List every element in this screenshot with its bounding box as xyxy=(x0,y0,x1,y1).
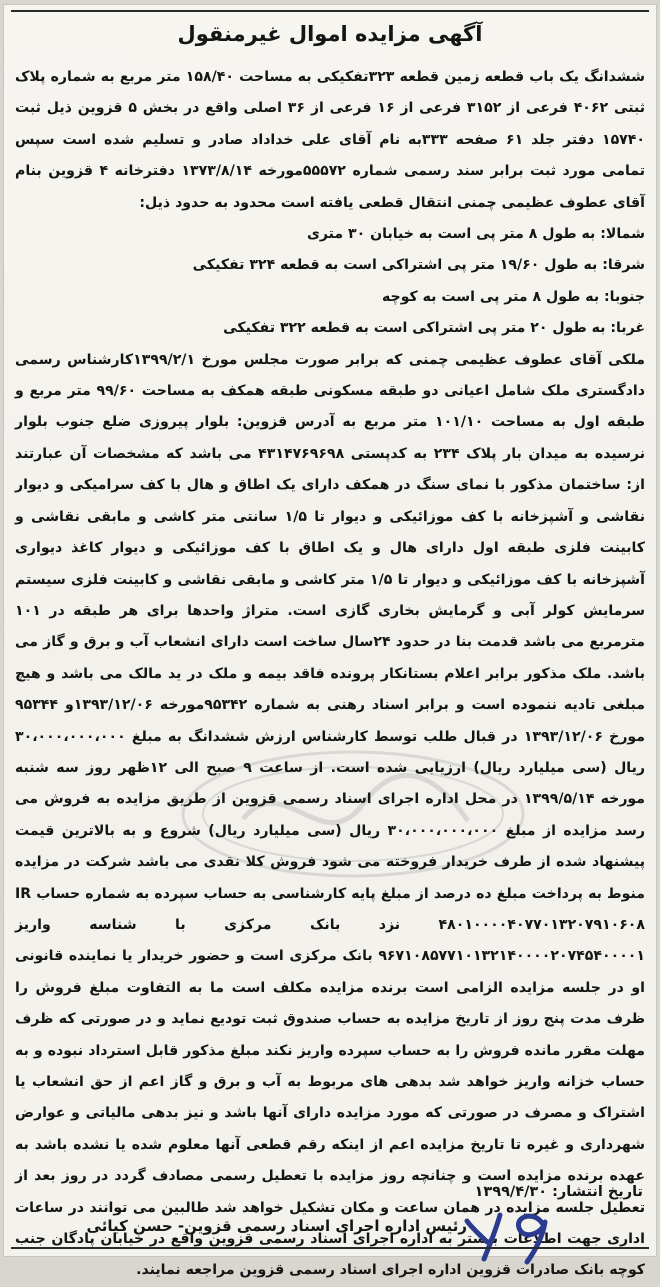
property-description: ششدانگ یک باب قطعه زمین قطعه ۳۲۳تفکیکی به مساحت ۱۵۸/۴۰ متر مربع به شماره پلاک ثبتی ۴۰۶۲ فرعی از ۳۱۵۲ فرعی از ۱۶ فرعی از ۳۶ اصلی واقع در بخش ۵ قزوین ذیل ثبت ۱۵۷۴۰ دفتر جلد ۶۱ صفحه ۳۳۳به نام آقای علی خداداد صادر و تسلیم شده است سپس تمامی مورد ثبت برابر سند رسمی شماره ۵۵۵۷۲مورخه ۱۳۷۳/۸/۱۴ دفترخانه ۴ قزوین بنام آقای عطوف عظیمی چمنی انتقال قطعی یافته است محدود به حدود ذیل: xyxy=(15,69,646,211)
boundary-east: شرقا: به طول ۱۹/۶۰ متر پی اشتراکی است به قطعه ۳۲۴ تفکیکی xyxy=(192,257,645,274)
notice-body xyxy=(15,62,645,1287)
newspaper-clipping xyxy=(3,4,657,1279)
boundary-north: شمالا: به طول ۸ متر پی است به خیابان ۳۰ متری xyxy=(306,226,645,243)
bottom-border-rule xyxy=(11,1247,649,1249)
auction-details: ملکی آقای عطوف عظیمی چمنی که برابر صورت مجلس مورخ ۱۳۹۹/۲/۱کارشناس رسمی دادگستری ملک شامل اعیانی دو طبقه مسکونی طبقه همکف به مساحت ۹۹/۶۰ متر مربع و طبقه اول به مساحت ۱۰۱/۱۰ متر مربع به آدرس قزوین: بلوار پیروزی ضلع جنوب بلوار نرسیده به میدان بار پلاک ۲۳۴ به کدپستی ۴۳۱۴۷۶۹۶۹۸ می باشد که مشخصات آن عبارتند از: ساختمان مذکور با نمای سنگ در همکف دارای یک اطاق و هال با کف سرامیکی و دیوار نقاشی و آشپزخانه با کف موزائیکی و دیوار تا ۱/۵ سانتی متر کاشی و مابقی نقاشی و کابینت فلزی طبقه اول دارای هال و یک اطاق با کف موزائیکی و دیوار کاغذ دیواری آشپزخانه با کف موزائیکی و دیوار تا ۱/۵ متر کاشی و مابقی نقاشی و کابینت فلزی سیستم سرمایش کولر آبی و گرمایش بخاری گازی است. متراژ واحدها برای هر طبقه در ۱۰۱ مترمربع می باشد قدمت بنا در حدود ۲۴سال ساخت است دارای انشعاب آب و برق و گاز می باشد. ملک مذکور برابر اعلام بستانکار پرونده فاقد بیمه و ملک در ید مالک می باشد و هیچ مبلغی تادیه ننموده است و برابر اسناد رهنی به شماره ۹۵۳۴۲مورخه ۱۳۹۳/۱۲/۰۶و ۹۵۳۴۴ مورخ ۱۳۹۳/۱۲/۰۶ در قبال طلب توسط کارشناس ارزش ششدانگ به مبلغ ۳۰،۰۰۰،۰۰۰،۰۰۰ ریال (سی میلیارد ریال) ارزیابی شده است. از ساعت ۹ صبح الی ۱۲ظهر روز سه شنبه مورخه ۱۳۹۹/۵/۱۴ در محل اداره اجرای اسناد رسمی قزوین از طریق مزایده به فروش می رسد مزایده از مبلغ ۳۰،۰۰۰،۰۰۰،۰۰۰ ریال (سی میلیارد ریال) شروع و به بالاترین قیمت پیشنهاد شده از طرف خریدار فروخته می شود فروش کلا نقدی می باشد شرکت در مزایده منوط به پرداخت مبلغ ده درصد از مبلغ پایه کارشناسی به حساب سپرده به شماره حساب IR ۴۸۰۱۰۰۰۰۴۰۷۷۰۱۳۲۰۷۹۱۰۶۰۸ نزد بانک مرکزی با شناسه واریز ۹۶۷۱۰۸۵۷۷۱۰۱۳۲۱۴۰۰۰۰۲۰۷۴۵۴۰۰۰۰۱ بانک مرکزی است و حضور خریدار یا نماینده قانونی او در جلسه مزایده الزامی است برنده مزایده مکلف است ما به التفاوت مبلغ فروش را ظرف مدت پنج روز از تاریخ مزایده به حساب صندوق ثبت تودیع نماید و در صورتی که ظرف مهلت مقرر مانده فروش را به حساب سپرده واریز نکند مبلغ مذکور قابل استرداد نبوده و به حساب خزانه واریز خواهد شد بدهی های مربوط به آب و برق و گاز اعم از حق انشعاب یا اشتراک و مصرف در صورتی که مورد مزایده دارای آنها باشد و نیز بدهی مالیاتی و عوارض شهرداری و غیره تا تاریخ مزایده اعم از اینکه رقم قطعی آنها معلوم شده یا نشده باشد به عهده برنده مزایده است و چنانچه روز مزایده با تعطیل رسمی مصادف گردد در روز بعد از تعطیل جلسه مزایده در همان ساعت و مکان تشکیل خواهد شد طالبین می توانند در ساعات اداری جهت اطلاعات بیشتر به اداره اجرای اسناد رسمی قزوین واقع در خیابان پادگان جنب کوچه بانک صادرات قزوین اداره اجرای اسناد رسمی قزوین مراجعه نمایند. xyxy=(15,351,646,1279)
publish-date: تاریخ انتشار: ۱۳۹۹/۴/۳۰ xyxy=(474,1184,643,1200)
handwritten-number-icon xyxy=(465,1208,557,1264)
boundary-west: غربا: به طول ۲۰ متر پی اشتراکی است به قطعه ۳۲۲ تفکیکی xyxy=(223,320,645,337)
boundary-south: جنوبا: به طول ۸ متر پی است به کوچه xyxy=(381,288,645,305)
top-border-rule xyxy=(11,10,649,12)
signature-line: رئیس اداره اجرای اسناد رسمی قزوین- حسن کیائی xyxy=(86,1217,467,1235)
notice-title: آگهی مزایده اموال غیرمنقول xyxy=(177,22,483,46)
